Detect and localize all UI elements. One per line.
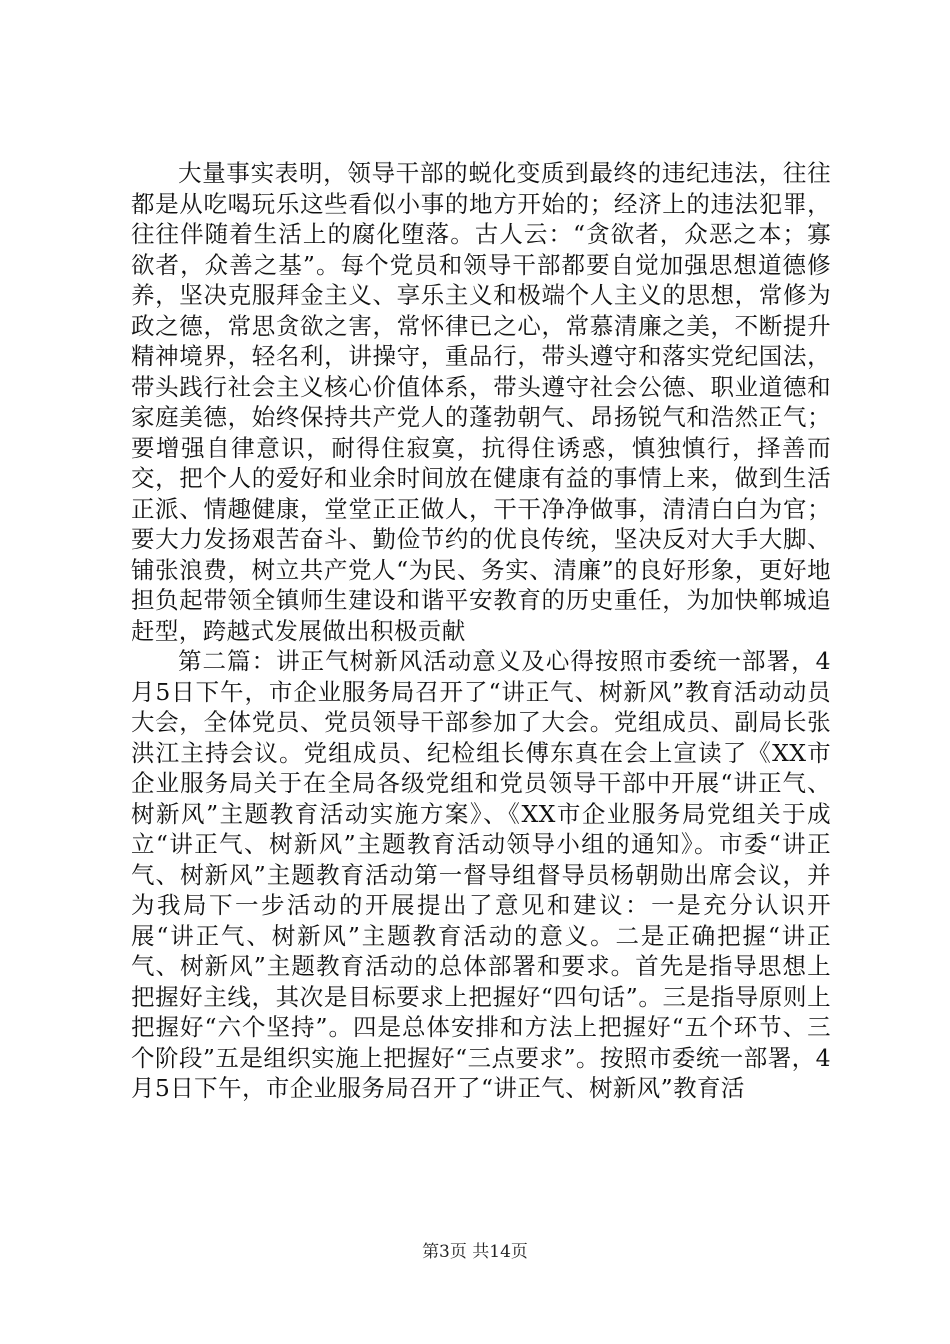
document-body <box>131 158 831 1104</box>
page-number-footer: 第3页 共14页 <box>422 1242 528 1262</box>
paragraph-second-article: 第二篇：讲正气树新风活动意义及心得按照市委统一部署，4月5日下午，市企业服务局召开了“讲正气、树新风”教育活动动员大会，全体党员、党员领导干部参加了大会。党组成员、副局长张洪江主持会议。党组成员、纪检组长傅东真在会上宣读了《XX市企业服务局关于在全局各级党组和党员领导干部中开展“讲正气、树新风”主题教育活动实施方案》、《XX市企业服务局党组关于成立“讲正气、树新风”主题教育活动领导小组的通知》。市委“讲正气、树新风”主题教育活动第一督导组督导员杨朝勋出席会议，并为我局下一步活动的开展提出了意见和建议：一是充分认识开展“讲正气、树新风”主题教育活动的意义。二是正确把握“讲正气、树新风”主题教育活动的总体部署和要求。首先是指导思想上把握好主线，其次是目标要求上把握好“四句话”。三是指导原则上把握好“六个坚持”。四是总体安排和方法上把握好“五个环节、三个阶段”五是组织实施上把握好“三点要求”。按照市委统一部署，4月5日下午，市企业服务局召开了“讲正气、树新风”教育活 <box>131 647 831 1102</box>
paragraph-integrity: 大量事实表明，领导干部的蜕化变质到最终的违纪违法，往往都是从吃喝玩乐这些看似小事的地方开始的；经济上的违法犯罪，往往伴随着生活上的腐化堕落。古人云：“贪欲者，众恶之本；寡欲者，众善之基”。每个党员和领导干部都要自觉加强思想道德修养，坚决克服拜金主义、享乐主义和极端个人主义的思想，常修为政之德，常思贪欲之害，常怀律已之心，常慕清廉之美，不断提升精神境界，轻名利，讲操守，重品行，带头遵守和落实党纪国法，带头践行社会主义核心价值体系，带头遵守社会公德、职业道德和家庭美德，始终保持共产党人的蓬勃朝气、昂扬锐气和浩然正气；要增强自律意识，耐得住寂寞，抗得住诱惑，慎独慎行，择善而交，把个人的爱好和业余时间放在健康有益的事情上来，做到生活正派、情趣健康，堂堂正正做人，干干净净做事，清清白白为官；要大力发扬艰苦奋斗、勤俭节约的优良传统，坚决反对大手大脚、铺张浪费，树立共产党人“为民、务实、清廉”的良好形象，更好地担负起带领全镇师生建设和谐平安教育的历史重任，为加快郸城追赶型，跨越式发展做出积极贡献 <box>131 159 831 645</box>
